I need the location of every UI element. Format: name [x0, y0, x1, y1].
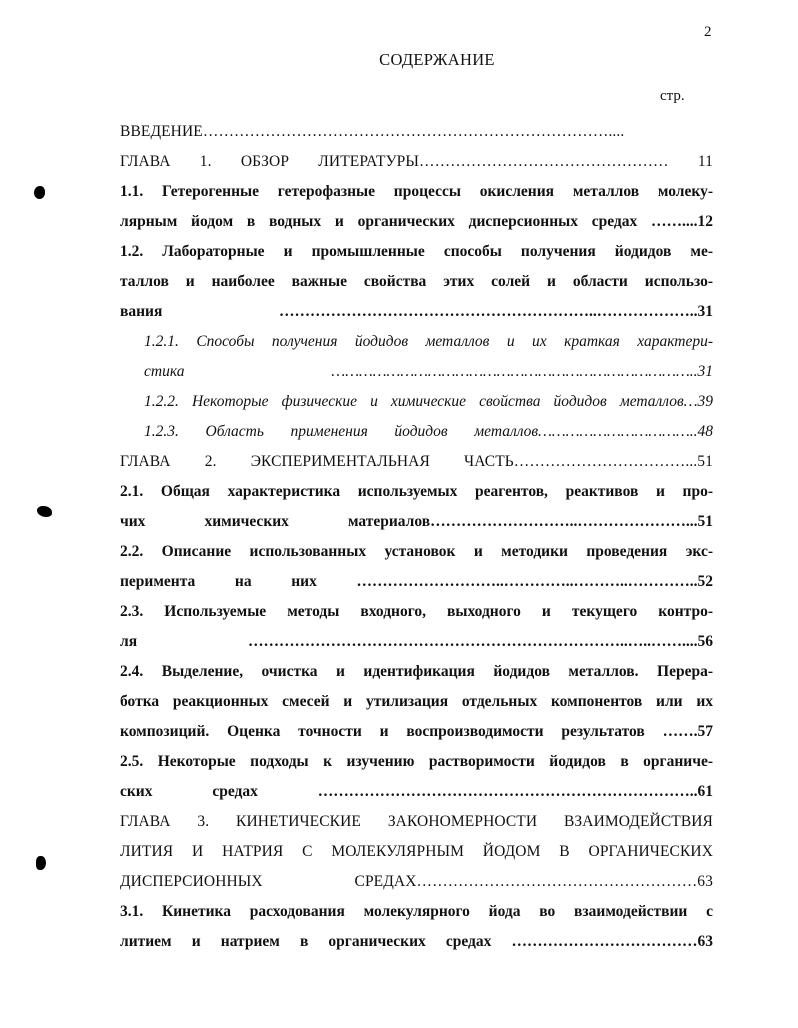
ink-blot-mark — [34, 186, 45, 199]
toc-line-section-2-5-end: ских средах ………………………………………………………………..61 — [120, 783, 713, 800]
page-column-label: стр. — [660, 88, 685, 104]
toc-line-section-1-2: 1.2. Лабораторные и промышленные способы получения йодидов ме- — [120, 243, 713, 260]
ink-blot-mark — [37, 506, 52, 517]
toc-line-section-2-2: 2.2. Описание использованных установок и методики проведения экс- — [120, 543, 713, 560]
toc-line-section-1-2-cont: таллов и наиболее важные свойства этих солей и области использо- — [120, 273, 713, 290]
toc-line-section-3-1-end: литием и натрием в органических средах ………………………………63 — [120, 933, 713, 950]
toc-line-chapter-2: ГЛАВА 2. ЭКСПЕРИМЕНТАЛЬНАЯ ЧАСТЬ……………………………...51 — [120, 453, 713, 470]
toc-line-section-2-1-end: чих химических материалов………………………..…………………...51 — [120, 513, 713, 530]
toc-line-subsection-1-2-3: 1.2.3. Область применения йодидов металлов……………………………..48 — [144, 423, 713, 440]
toc-line-chapter-3-cont: ЛИТИЯ И НАТРИЯ С МОЛЕКУЛЯРНЫМ ЙОДОМ В ОРГАНИЧЕСКИХ — [120, 843, 713, 860]
toc-line-chapter-1: ГЛАВА 1. ОБЗОР ЛИТЕРАТУРЫ………………………………………… 11 — [120, 153, 713, 170]
toc-line-subsection-1-2-2: 1.2.2. Некоторые физические и химические свойства йодидов металлов…39 — [144, 393, 713, 410]
toc-line-section-2-4-end: композиций. Оценка точности и воспроизводимости результатов …….57 — [120, 723, 713, 740]
toc-line-section-2-2-end: перимента на них ………………………..…………..………..…………..52 — [120, 573, 713, 590]
toc-line-subsection-1-2-1-end: стика ……………………………………………………………………..31 — [144, 363, 713, 380]
toc-line-introduction: ВВЕДЕНИЕ…………………………………………………………………….... — [120, 123, 625, 140]
toc-line-section-2-4-cont: ботка реакционных смесей и утилизация отдельных компонентов или их — [120, 693, 713, 710]
toc-line-section-1-1-cont: лярным йодом в водных и органических дисперсионных средах ……....12 — [120, 213, 713, 230]
toc-line-chapter-3: ГЛАВА 3. КИНЕТИЧЕСКИЕ ЗАКОНОМЕРНОСТИ ВЗАИМОДЕЙСТВИЯ — [120, 813, 713, 830]
ink-blot-mark — [36, 856, 46, 870]
toc-line-section-3-1: 3.1. Кинетика расходования молекулярного йода во взаимодействии с — [120, 903, 713, 920]
toc-line-chapter-3-end: ДИСПЕРСИОННЫХ СРЕДАХ………………………………………………63 — [120, 873, 713, 890]
toc-line-section-2-3-end: ля ………………………………………………………………..…..……....56 — [120, 633, 713, 650]
toc-line-section-1-1: 1.1. Гетерогенные гетерофазные процессы окисления металлов молеку- — [120, 183, 713, 200]
toc-line-section-1-2-end: вания ……………………………………………………..………………..31 — [120, 303, 713, 320]
toc-line-section-2-1: 2.1. Общая характеристика используемых реагентов, реактивов и про- — [120, 483, 713, 500]
toc-line-section-2-5: 2.5. Некоторые подходы к изучению растворимости йодидов в органиче- — [120, 753, 713, 770]
toc-line-subsection-1-2-1: 1.2.1. Способы получения йодидов металлов и их краткая характери- — [144, 333, 713, 350]
toc-line-section-2-4: 2.4. Выделение, очистка и идентификация йодидов металлов. Перера- — [120, 663, 713, 680]
page-number: 2 — [704, 24, 712, 40]
toc-line-section-2-3: 2.3. Используемые методы входного, выходного и текущего контро- — [120, 603, 713, 620]
page-title: СОДЕРЖАНИЕ — [379, 50, 495, 69]
table-of-contents — [120, 117, 713, 957]
